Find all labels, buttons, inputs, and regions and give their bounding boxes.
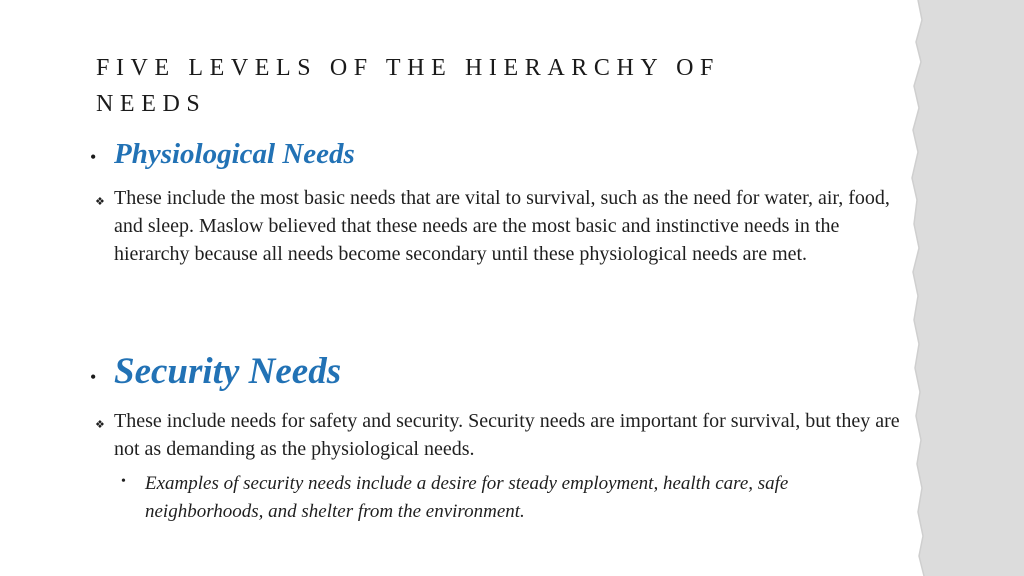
diamond-bullet-icon: ❖ — [95, 196, 105, 208]
section-heading-physiological — [90, 138, 355, 171]
slide-title: FIVE LEVELS OF THE HIERARCHY OF NEEDS — [96, 55, 720, 117]
diamond-bullet-icon: ❖ — [95, 419, 105, 431]
section-heading-security — [90, 350, 341, 393]
physiological-needs-text: These include the most basic needs that are vital to survival, such as the need for water, air, food, and sleep. Maslow believed that these needs are the most basic and instinctive needs in the hierarchy because all needs become secondary until these physiological needs are met. — [114, 187, 890, 265]
security-needs-text: These include needs for safety and security. Security needs are important for survival, but they are not as demanding as the physiological needs. — [114, 410, 900, 460]
sub-bullet-dot-icon: • — [121, 474, 126, 489]
physiological-needs-heading: Physiological Needs — [114, 138, 355, 170]
bullet-dot-icon: • — [90, 147, 97, 167]
security-needs-example: Examples of security needs include a desire for steady employment, health care, safe neighborhoods, and shelter from the environment. — [145, 473, 789, 522]
bullet-dot-icon: • — [90, 367, 97, 387]
security-needs-heading: Security Needs — [114, 351, 342, 392]
